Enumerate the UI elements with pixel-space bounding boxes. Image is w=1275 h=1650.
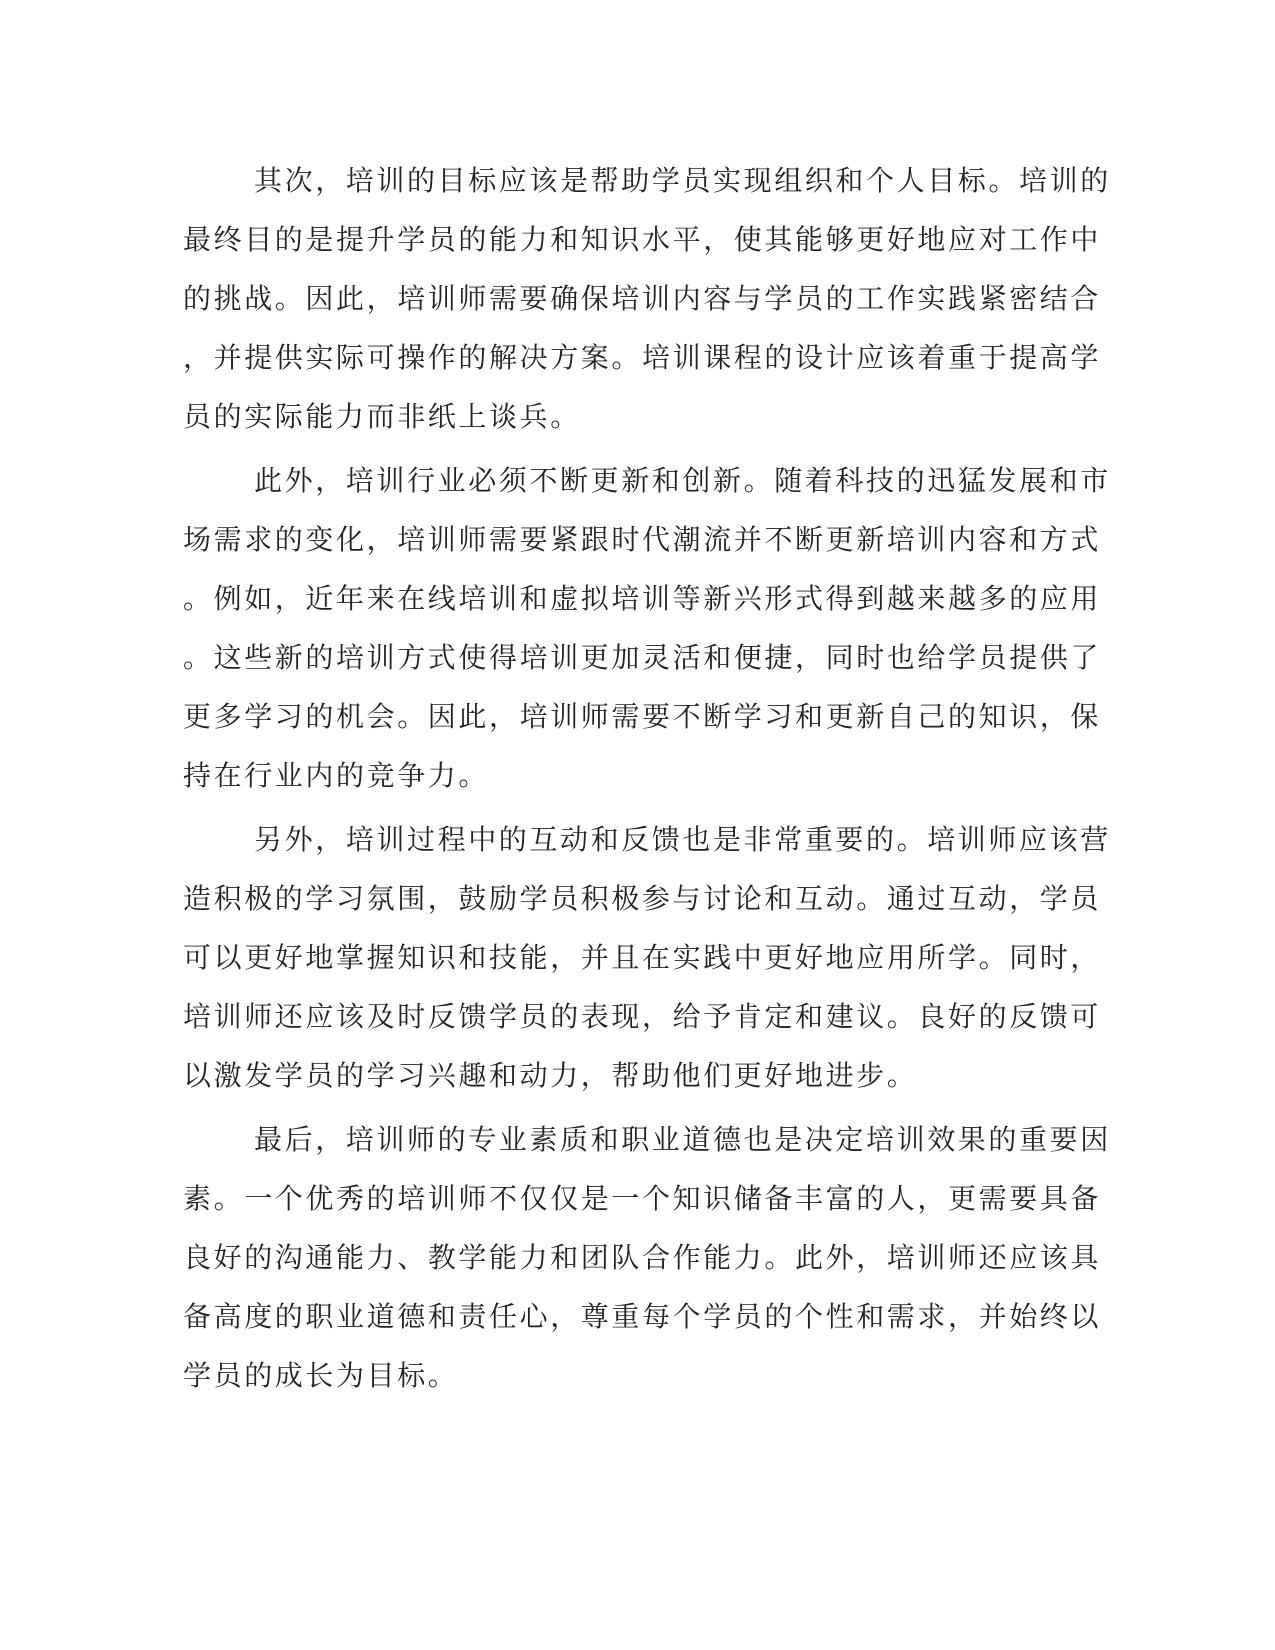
text-line: 备高度的职业道德和责任心，尊重每个学员的个性和需求，并始终以 [183,1300,1102,1333]
text-line: 场需求的变化，培训师需要紧跟时代潮流并不断更新培训内容和方式 [183,523,1102,556]
text-line: 。例如，近年来在线培训和虚拟培训等新兴形式得到越来越多的应用 [183,582,1102,615]
text-line: 素。一个优秀的培训师不仅仅是一个知识储备丰富的人，更需要具备 [183,1182,1102,1215]
text-line: 造积极的学习氛围，鼓励学员积极参与讨论和互动。通过互动，学员 [183,882,1102,915]
text-line: 的挑战。因此，培训师需要确保培训内容与学员的工作实践紧密结合 [183,282,1102,315]
text-line: 最后，培训师的专业素质和职业道德也是决定培训效果的重要因 [254,1123,1111,1156]
text-line: 培训师还应该及时反馈学员的表现，给予肯定和建议。良好的反馈可 [183,1000,1102,1033]
text-line: 以激发学员的学习兴趣和动力，帮助他们更好地进步。 [183,1059,918,1092]
text-line: 良好的沟通能力、教学能力和团队合作能力。此外，培训师还应该具 [183,1241,1102,1274]
text-line: 其次，培训的目标应该是帮助学员实现组织和个人目标。培训的 [254,164,1111,197]
paragraph-3 [183,810,1111,1105]
document-body [183,151,1111,1410]
text-line: ，并提供实际可操作的解决方案。培训课程的设计应该着重于提高学 [183,341,1102,374]
paragraph-4 [183,1110,1111,1405]
text-line: 可以更好地掌握知识和技能，并且在实践中更好地应用所学。同时， [183,941,1102,974]
text-line: 持在行业内的竞争力。 [183,759,490,792]
text-line: 此外，培训行业必须不断更新和创新。随着科技的迅猛发展和市 [254,464,1111,497]
paragraph-2 [183,451,1111,805]
text-line: 学员的成长为目标。 [183,1359,459,1392]
text-line: 另外，培训过程中的互动和反馈也是非常重要的。培训师应该营 [254,823,1111,856]
text-line: 员的实际能力而非纸上谈兵。 [183,400,581,433]
text-line: 最终目的是提升学员的能力和知识水平，使其能够更好地应对工作中 [183,223,1102,256]
text-line: 更多学习的机会。因此，培训师需要不断学习和更新自己的知识，保 [183,700,1102,733]
text-line: 。这些新的培训方式使得培训更加灵活和便捷，同时也给学员提供了 [183,641,1102,674]
paragraph-1 [183,151,1111,446]
